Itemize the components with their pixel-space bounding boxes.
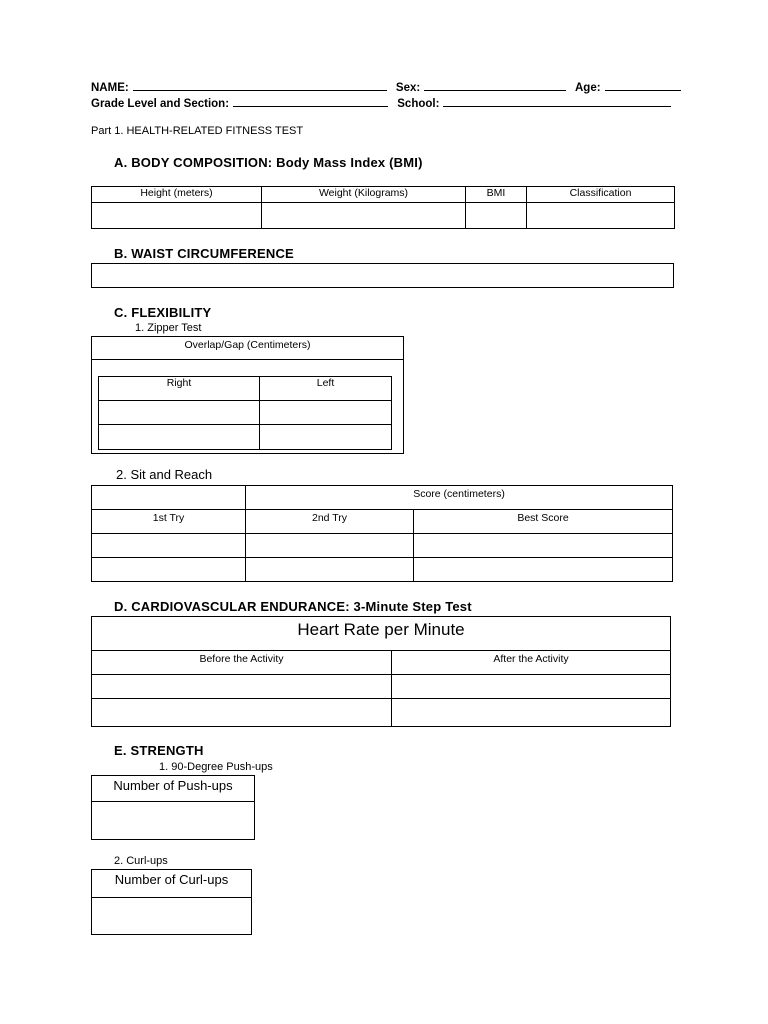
age-label: Age:: [574, 82, 601, 94]
curlups-table: [91, 869, 252, 935]
col-after-text: After the Activity: [493, 653, 569, 665]
curlups-header-text: Number of Curl-ups: [114, 872, 229, 887]
name-field[interactable]: [133, 80, 387, 91]
bmi-table: [91, 186, 675, 229]
bmi-height-cell[interactable]: [92, 203, 262, 229]
section-c-title: C. FLEXIBILITY: [114, 305, 212, 320]
zipper-test-label: 1. Zipper Test: [135, 322, 202, 334]
sit-reach-blank-cell: [92, 486, 246, 510]
bmi-weight-cell[interactable]: [262, 203, 466, 229]
zipper-cell[interactable]: [99, 401, 260, 425]
section-e-title: E. STRENGTH: [114, 743, 204, 758]
grade-field[interactable]: [233, 96, 388, 107]
school-field[interactable]: [443, 96, 671, 107]
pushups-table: [91, 775, 255, 840]
col-1st-text: 1st Try: [152, 512, 185, 524]
heart-rate-header-text: Heart Rate per Minute: [297, 620, 465, 639]
sit-reach-cell[interactable]: [414, 558, 673, 582]
col-best-text: Best Score: [517, 512, 569, 524]
curlups-cell[interactable]: [92, 898, 252, 935]
sex-field[interactable]: [424, 80, 566, 91]
grade-line: [91, 96, 677, 110]
sit-reach-cell[interactable]: [414, 534, 673, 558]
bmi-value-cell[interactable]: [466, 203, 527, 229]
zipper-cell[interactable]: [260, 401, 392, 425]
zipper-cell[interactable]: [260, 425, 392, 450]
bmi-col-bmi: BMI: [466, 187, 527, 203]
pushups-label: 1. 90-Degree Push-ups: [159, 761, 273, 773]
sit-reach-cell[interactable]: [246, 558, 414, 582]
sit-reach-label: 2. Sit and Reach: [116, 467, 213, 482]
heart-rate-header: [92, 617, 671, 651]
sit-reach-cell[interactable]: [92, 534, 246, 558]
sit-reach-col-1st: [92, 510, 246, 534]
section-b-title: B. WAIST CIRCUMFERENCE: [114, 246, 294, 261]
sit-reach-col-best: [414, 510, 673, 534]
zipper-col-right: Right: [99, 377, 260, 401]
bmi-col-classification: Classification: [527, 187, 675, 203]
section-a-title: A. BODY COMPOSITION: Body Mass Index (BMI): [114, 155, 423, 170]
age-field[interactable]: [605, 80, 681, 91]
col-before-text: Before the Activity: [199, 653, 284, 665]
hr-col-before: [92, 651, 392, 675]
bmi-classification-cell[interactable]: [527, 203, 675, 229]
zipper-cell[interactable]: [99, 425, 260, 450]
curlups-header: [92, 870, 252, 898]
hr-cell[interactable]: [92, 699, 392, 727]
hr-col-after: [392, 651, 671, 675]
col-2nd-text: 2nd Try: [311, 512, 348, 524]
score-header-text: Score (centimeters): [413, 488, 505, 500]
waist-box[interactable]: [91, 263, 674, 288]
hr-cell[interactable]: [392, 675, 671, 699]
part1-title: Part 1. HEALTH-RELATED FITNESS TEST: [91, 125, 304, 137]
section-d-title: D. CARDIOVASCULAR ENDURANCE: 3-Minute Step Test: [114, 599, 472, 614]
pushups-cell[interactable]: [92, 802, 255, 840]
sit-reach-cell[interactable]: [246, 534, 414, 558]
pushups-header: [92, 776, 255, 802]
grade-label: Grade Level and Section:: [91, 98, 230, 110]
hr-cell[interactable]: [92, 675, 392, 699]
bmi-col-height: Height (meters): [92, 187, 262, 203]
zipper-header: Overlap/Gap (Centimeters): [92, 337, 403, 360]
bmi-col-weight: Weight (Kilograms): [262, 187, 466, 203]
name-label: NAME:: [91, 82, 129, 94]
curlups-label: 2. Curl-ups: [114, 855, 168, 867]
hr-cell[interactable]: [392, 699, 671, 727]
pushups-header-text: Number of Push-ups: [113, 778, 233, 793]
name-line: [91, 80, 687, 94]
heart-rate-table: [91, 616, 671, 727]
sit-reach-score-header: [246, 486, 673, 510]
sit-reach-table: [91, 485, 673, 582]
sex-label: Sex:: [395, 82, 421, 94]
sit-reach-cell[interactable]: [92, 558, 246, 582]
school-label: School:: [397, 98, 440, 110]
zipper-col-left: Left: [260, 377, 392, 401]
zipper-table: [98, 376, 392, 450]
sit-reach-col-2nd: [246, 510, 414, 534]
